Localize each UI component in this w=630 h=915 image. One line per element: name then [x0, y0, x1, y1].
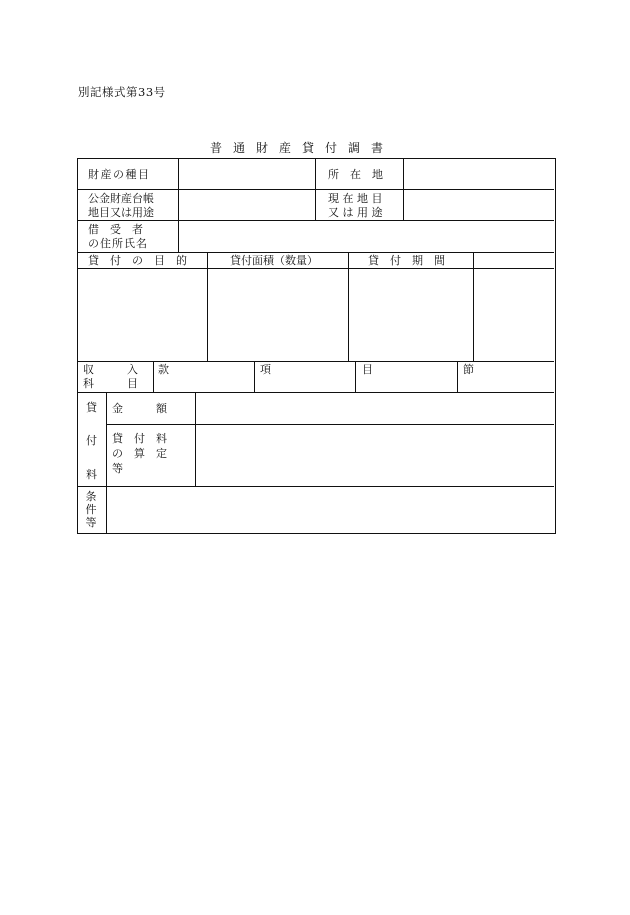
revenue-label-line1: 収 入 — [83, 363, 138, 376]
conditions-label: 条件等 — [85, 490, 97, 529]
calc-label-line2: の 算 定 — [112, 447, 167, 460]
col-divider — [195, 392, 196, 486]
row-divider — [78, 189, 554, 190]
col-divider — [178, 159, 179, 220]
kan-label: 款 — [158, 363, 169, 376]
moku-label: 目 — [362, 363, 373, 376]
col-divider — [106, 392, 107, 533]
revenue-label-line2: 科 目 — [83, 377, 138, 390]
row-divider — [78, 486, 554, 487]
area-header: 貸付面積（数量） — [230, 254, 318, 267]
col-divider — [254, 361, 255, 392]
col-divider — [315, 159, 316, 220]
ledger-label-line2: 地目又は用途 — [88, 206, 154, 219]
current-use-label-line1: 現 在 地 目 — [328, 192, 383, 205]
lease-record-table — [77, 158, 556, 534]
current-use-label-line2: 又 は 用 途 — [328, 206, 383, 219]
property-type-label: 財産の種目 — [88, 168, 151, 181]
amount-label: 金 額 — [112, 402, 167, 415]
purpose-header: 貸 付 の 目 的 — [88, 254, 187, 267]
fee-group-label-mid: 付 — [86, 434, 97, 447]
col-divider — [473, 252, 474, 361]
kou-label: 項 — [260, 363, 271, 376]
col-divider — [153, 361, 154, 392]
form-number: 別記様式第33号 — [78, 85, 166, 99]
col-divider — [178, 220, 179, 252]
ledger-label-line1: 公金財産台帳 — [88, 192, 154, 205]
borrower-label-line2: の住所氏名 — [88, 237, 148, 250]
col-divider — [457, 361, 458, 392]
row-divider — [78, 220, 554, 221]
calc-label-line3: 等 — [112, 462, 123, 475]
row-divider — [106, 424, 554, 425]
document-title: 普通財産貸付調書 — [210, 141, 395, 155]
fee-group-label-top: 貸 — [86, 401, 97, 414]
calc-label-line1: 貸 付 料 — [112, 432, 167, 445]
setsu-label: 節 — [463, 363, 474, 376]
borrower-label-line1: 借 受 者 — [88, 223, 143, 236]
col-divider — [355, 361, 356, 392]
col-divider — [348, 252, 349, 361]
row-divider — [78, 392, 554, 393]
col-divider — [403, 159, 404, 220]
row-divider — [78, 268, 554, 269]
fee-group-label-bottom: 料 — [86, 468, 97, 481]
period-header: 貸 付 期 間 — [368, 254, 445, 267]
location-label: 所 在 地 — [328, 168, 383, 181]
col-divider — [207, 252, 208, 361]
row-divider — [78, 361, 554, 362]
